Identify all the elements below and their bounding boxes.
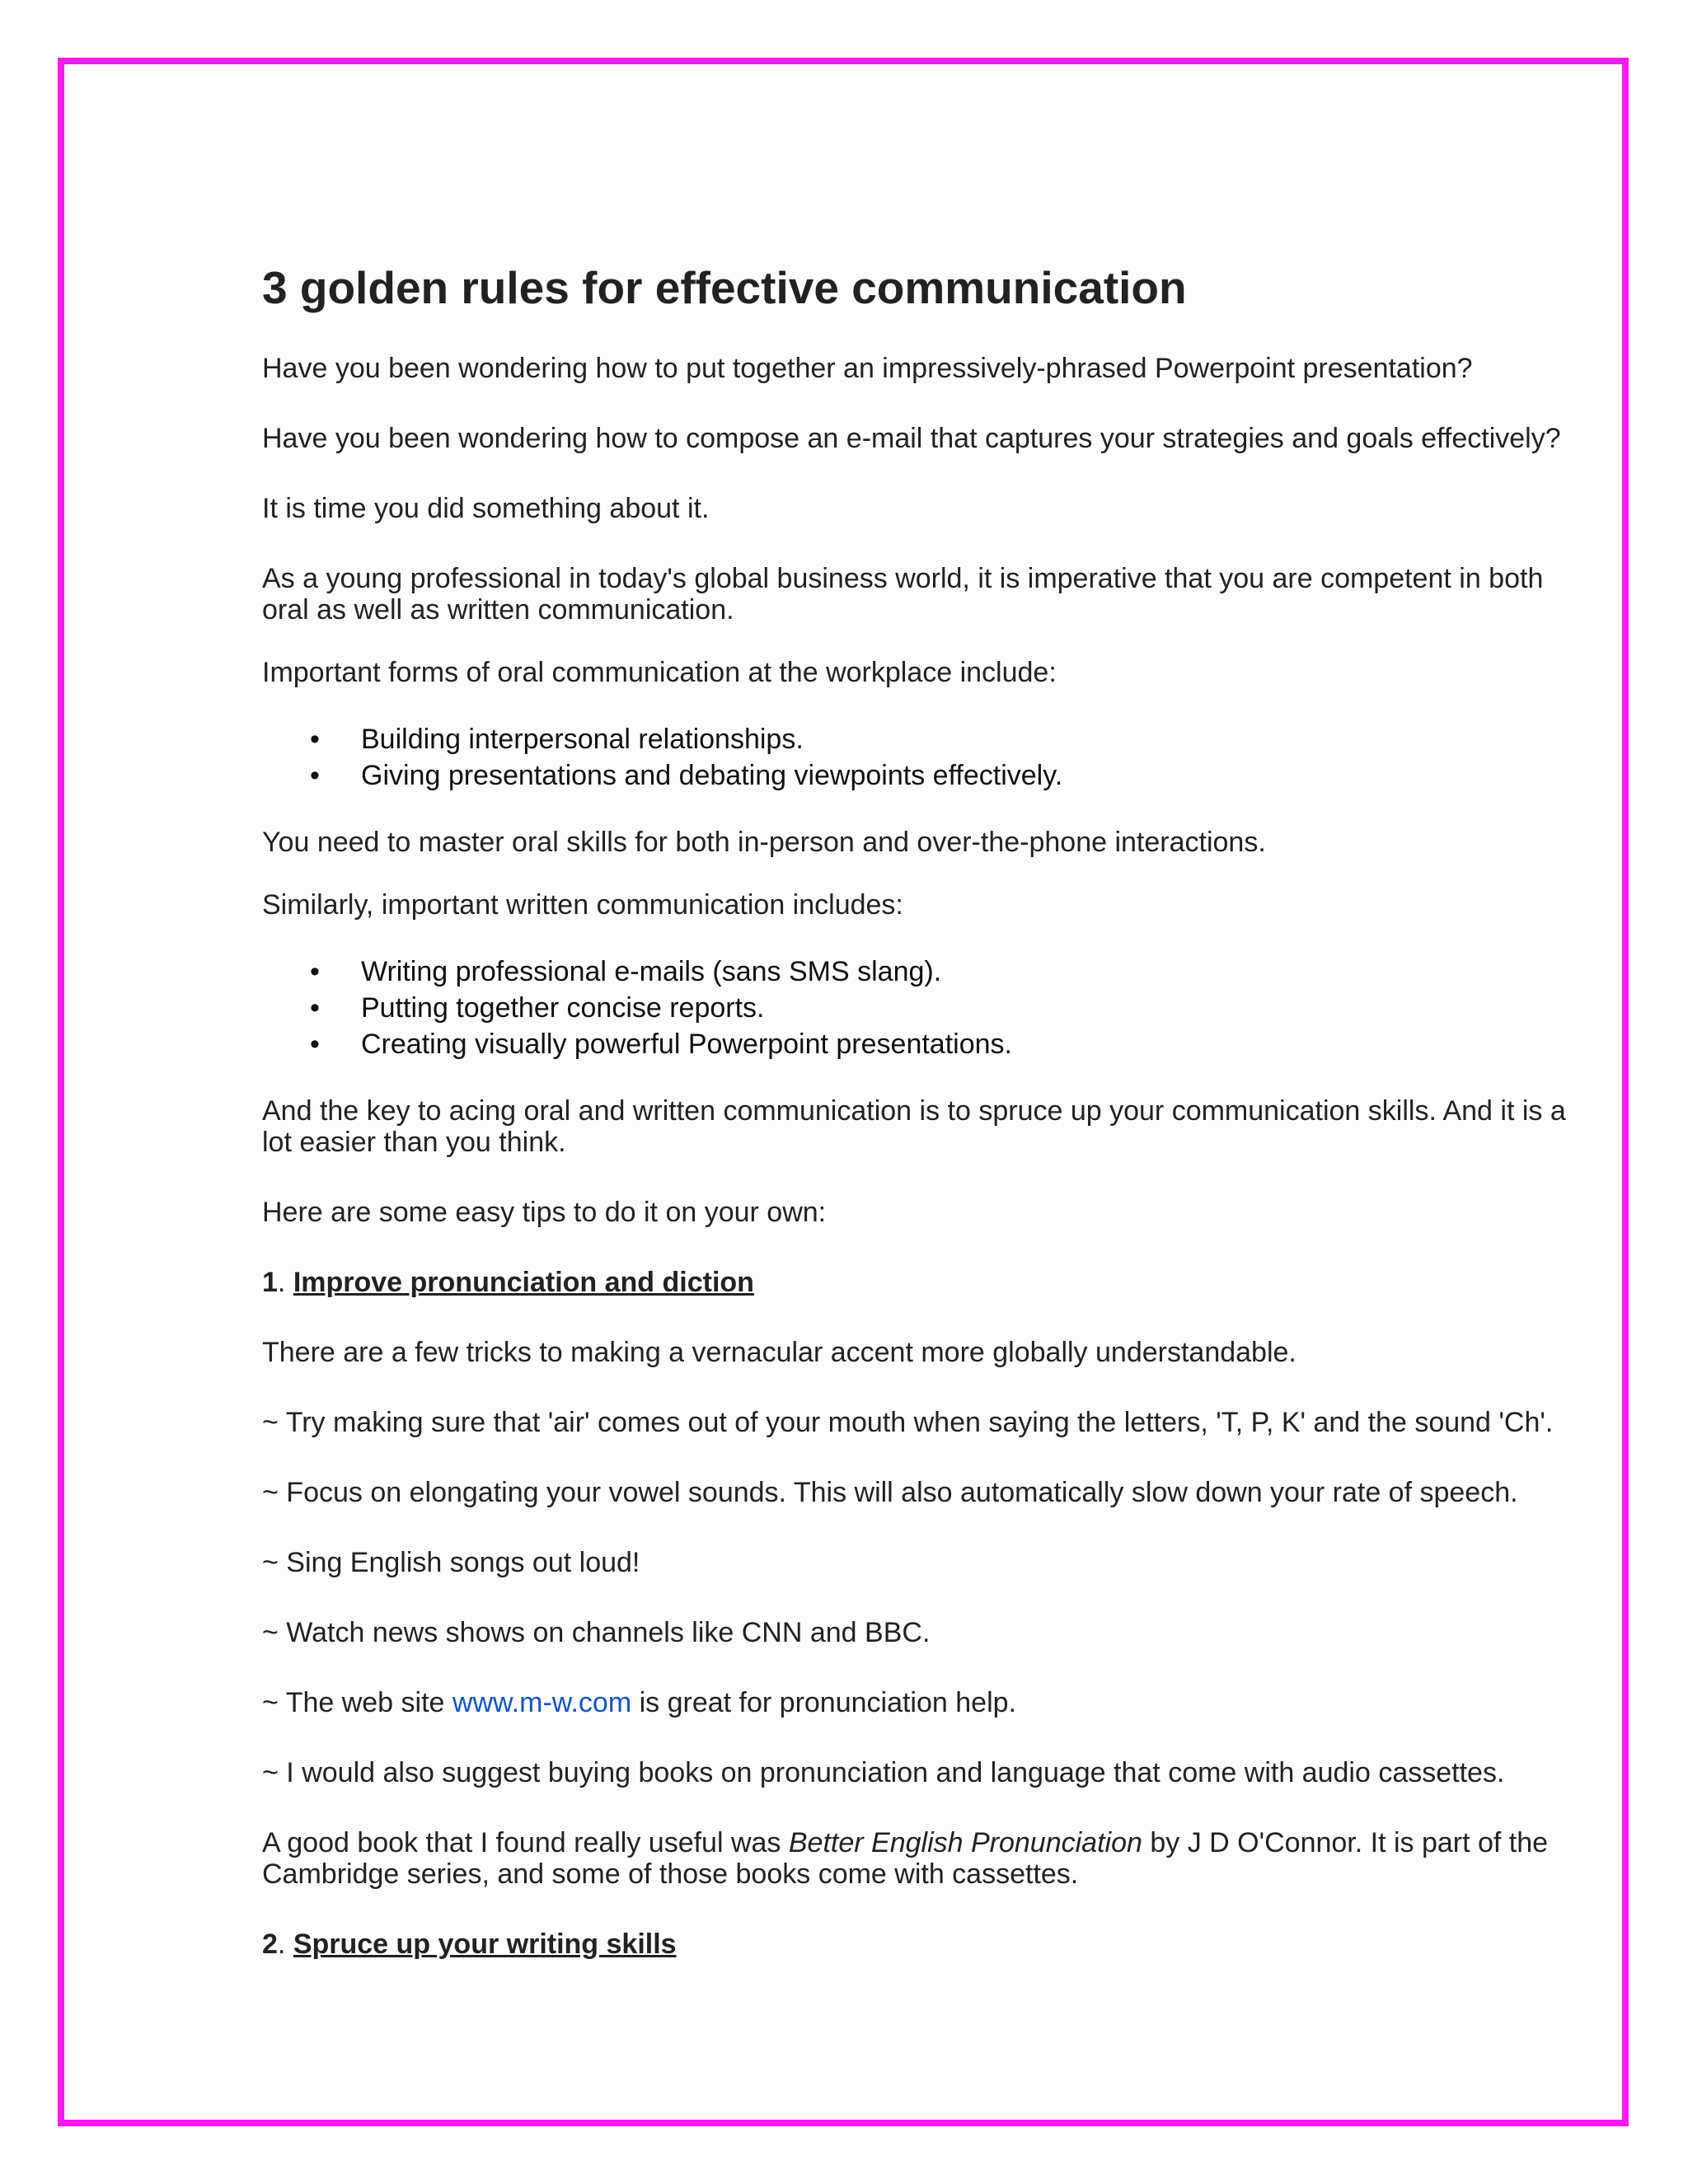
tip-air: ~ Try making sure that 'air' comes out of your mouth when saying the letters, 'T, P, K' and the sound 'Ch'. bbox=[262, 1407, 1554, 1438]
tip-website: ~ The web site www.m-w.com is great for pronunciation help. bbox=[262, 1687, 1016, 1718]
bullet-icon: • bbox=[310, 1029, 320, 1060]
article-body bbox=[262, 259, 1581, 1960]
rule-1-title: Improve pronunciation and diction bbox=[293, 1267, 754, 1298]
written-intro: Similarly, important written communication includes: bbox=[262, 889, 903, 921]
rule-2-title: Spruce up your writing skills bbox=[293, 1929, 677, 1960]
oral-intro: Important forms of oral communication at the workplace include: bbox=[262, 657, 1057, 688]
tip-vowels: ~ Focus on elongating your vowel sounds. This will also automatically slow down your rate of speech. bbox=[262, 1477, 1518, 1508]
professional-line-2: oral as well as written communication. bbox=[262, 594, 734, 626]
key-paragraph bbox=[262, 1095, 1581, 1158]
tip-news: ~ Watch news shows on channels like CNN and BBC. bbox=[262, 1617, 931, 1648]
key-line-2: lot easier than you think. bbox=[262, 1127, 566, 1158]
tip-sing: ~ Sing English songs out loud! bbox=[262, 1547, 640, 1578]
bullet-icon: • bbox=[310, 724, 320, 755]
key-line-1: And the key to acing oral and written communication is to spruce up your communication skills. And it is a bbox=[262, 1095, 1566, 1127]
list-item: • Building interpersonal relationships. bbox=[262, 721, 1581, 757]
bullet-icon: • bbox=[310, 956, 320, 987]
list-item: • Putting together concise reports. bbox=[262, 990, 1581, 1026]
oral-master: You need to master oral skills for both in-person and over-the-phone interactions. bbox=[262, 827, 1266, 858]
written-list bbox=[262, 954, 1581, 1062]
rule-1-heading: 1. Improve pronunciation and diction bbox=[262, 1267, 754, 1298]
rule-2-number: 2 bbox=[262, 1929, 278, 1960]
list-item: • Giving presentations and debating viewpoints effectively. bbox=[262, 757, 1581, 794]
page-frame bbox=[58, 58, 1629, 2126]
intro-question-2: Have you been wondering how to compose an e-mail that captures your strategies and goals effectively? bbox=[262, 423, 1561, 454]
rule-2-heading: 2. Spruce up your writing skills bbox=[262, 1929, 677, 1960]
list-item: • Writing professional e-mails (sans SMS slang). bbox=[262, 954, 1581, 990]
oral-list bbox=[262, 721, 1581, 794]
intro-question-1: Have you been wondering how to put together an impressively-phrased Powerpoint presentation? bbox=[262, 353, 1473, 384]
book-title: Better English Pronunciation bbox=[788, 1827, 1142, 1858]
bullet-icon: • bbox=[310, 992, 320, 1024]
professional-line-1: As a young professional in today's global business world, it is imperative that you are competent in both bbox=[262, 563, 1544, 594]
tip-books: ~ I would also suggest buying books on pronunciation and language that come with audio cassettes. bbox=[262, 1757, 1505, 1788]
website-link[interactable]: www.m-w.com bbox=[452, 1687, 632, 1718]
rule-1-number: 1 bbox=[262, 1267, 278, 1298]
professional-paragraph bbox=[262, 563, 1581, 626]
book-line-2: Cambridge series, and some of those books come with cassettes. bbox=[262, 1858, 1079, 1890]
rule-1-intro: There are a few tricks to making a vernacular accent more globally understandable. bbox=[262, 1337, 1296, 1368]
tips-intro: Here are some easy tips to do it on your own: bbox=[262, 1197, 827, 1228]
list-item: • Creating visually powerful Powerpoint presentations. bbox=[262, 1026, 1581, 1062]
bullet-icon: • bbox=[310, 760, 320, 791]
book-paragraph: A good book that I found really useful was Better English Pronunciation by J D O'Connor. It is part of the Cambridge series, and some of those books come with cassettes. bbox=[262, 1827, 1549, 1890]
intro-statement: It is time you did something about it. bbox=[262, 493, 710, 524]
article-title: 3 golden rules for effective communication bbox=[262, 262, 1187, 313]
